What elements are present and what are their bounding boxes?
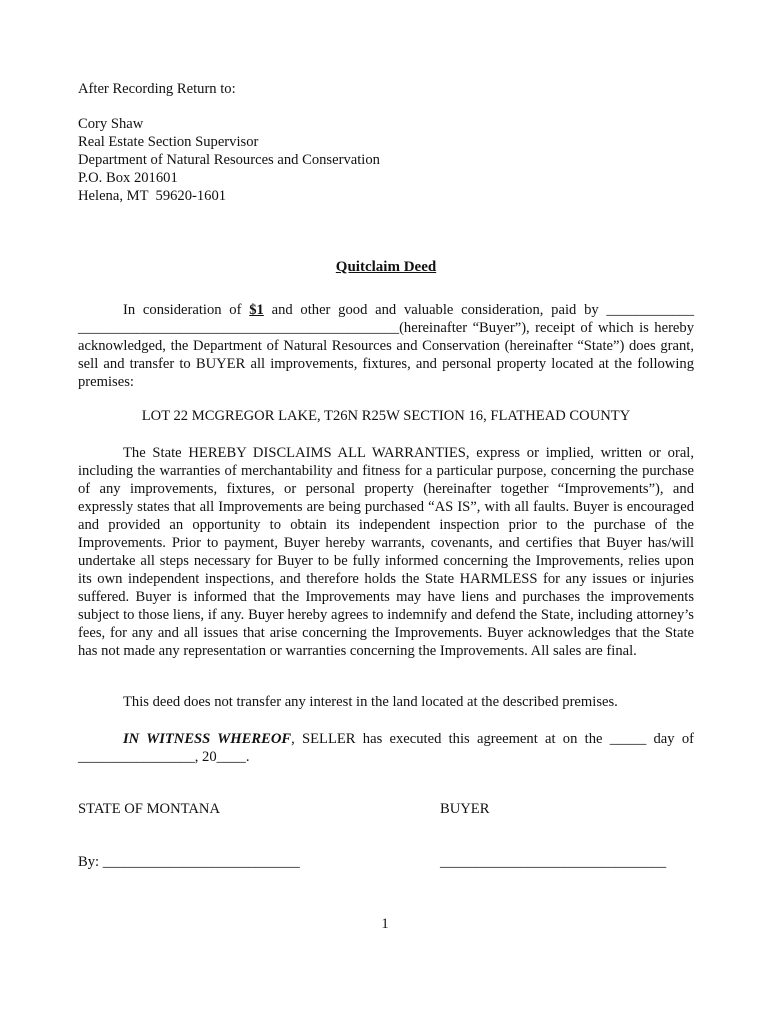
- return-department: Department of Natural Resources and Conservation: [78, 152, 380, 168]
- disclaimer-paragraph: The State HEREBY DISCLAIMS ALL WARRANTIES, express or implied, written or oral, including the warranties of merchantability and fitness for a particular purpose, concerning the purchase of any improvements, fixtures, or personal property (hereinafter together “Improvements”), and expressly states that all Improvements are being purchased “AS IS”, with all faults. Buyer is encouraged and provided an opportunity to obtain its independent inspection prior to the purchase of the Improvements. Prior to payment, Buyer hereby warrants, covenants, and certifies that Buyer has/will undertake all steps necessary for Buyer to be fully informed concerning the Improvements, relies upon its own independent inspections, and therefore holds the State HARMLESS for any issues or injuries suffered. Buyer is informed that the Improvements may have liens and purchases the improvements subject to those liens, if any. Buyer hereby agrees to indemnify and defend the State, including attorney’s fees, for any and all issues that arise concerning the Improvements. Buyer acknowledges that the State has not made any representation or warranties concerning the Improvements. All sales are final.: [78, 445, 694, 659]
- consideration-body: and other good and valuable consideration, paid by ____________ ____________________________________________(hereinafter “Buyer”), receipt of which is hereby acknowledged, the Department of Natural Resources and Conservation (hereinafter “State”) does grant, sell and transfer to BUYER all improvements, fixtures, and personal property located at the following premises:: [78, 302, 694, 390]
- witness-paragraph: [78, 730, 694, 766]
- page-number: 1: [381, 916, 389, 932]
- state-label: STATE OF MONTANA: [78, 801, 220, 817]
- consideration-amount: $1: [249, 302, 264, 318]
- witness-lead: IN WITNESS WHEREOF: [123, 731, 292, 747]
- consideration-paragraph: [78, 301, 694, 391]
- return-address-block: [78, 80, 694, 205]
- deed-title: Quitclaim Deed: [335, 259, 437, 275]
- buyer-signature-line[interactable]: _______________________________: [440, 854, 667, 870]
- return-city: Helena, MT 59620-1601: [78, 188, 227, 204]
- return-po-box: P.O. Box 201601: [78, 170, 178, 186]
- state-signature-line[interactable]: By: ___________________________: [78, 854, 300, 870]
- witness-body: , SELLER has executed this agreement at on the _____ day of ________________, 20____.: [78, 731, 694, 765]
- signature-labels: [78, 800, 694, 818]
- land-note-paragraph: This deed does not transfer any interest in the land located at the described premises.: [123, 694, 618, 710]
- return-name: Cory Shaw: [78, 116, 144, 132]
- consideration-lead: In consideration of: [123, 302, 250, 318]
- signature-lines: [78, 853, 694, 871]
- premises-description: LOT 22 MCGREGOR LAKE, T26N R25W SECTION 16, FLATHEAD COUNTY: [141, 408, 631, 424]
- buyer-label: BUYER: [440, 801, 490, 817]
- return-position: Real Estate Section Supervisor: [78, 134, 259, 150]
- return-heading: After Recording Return to:: [78, 81, 236, 97]
